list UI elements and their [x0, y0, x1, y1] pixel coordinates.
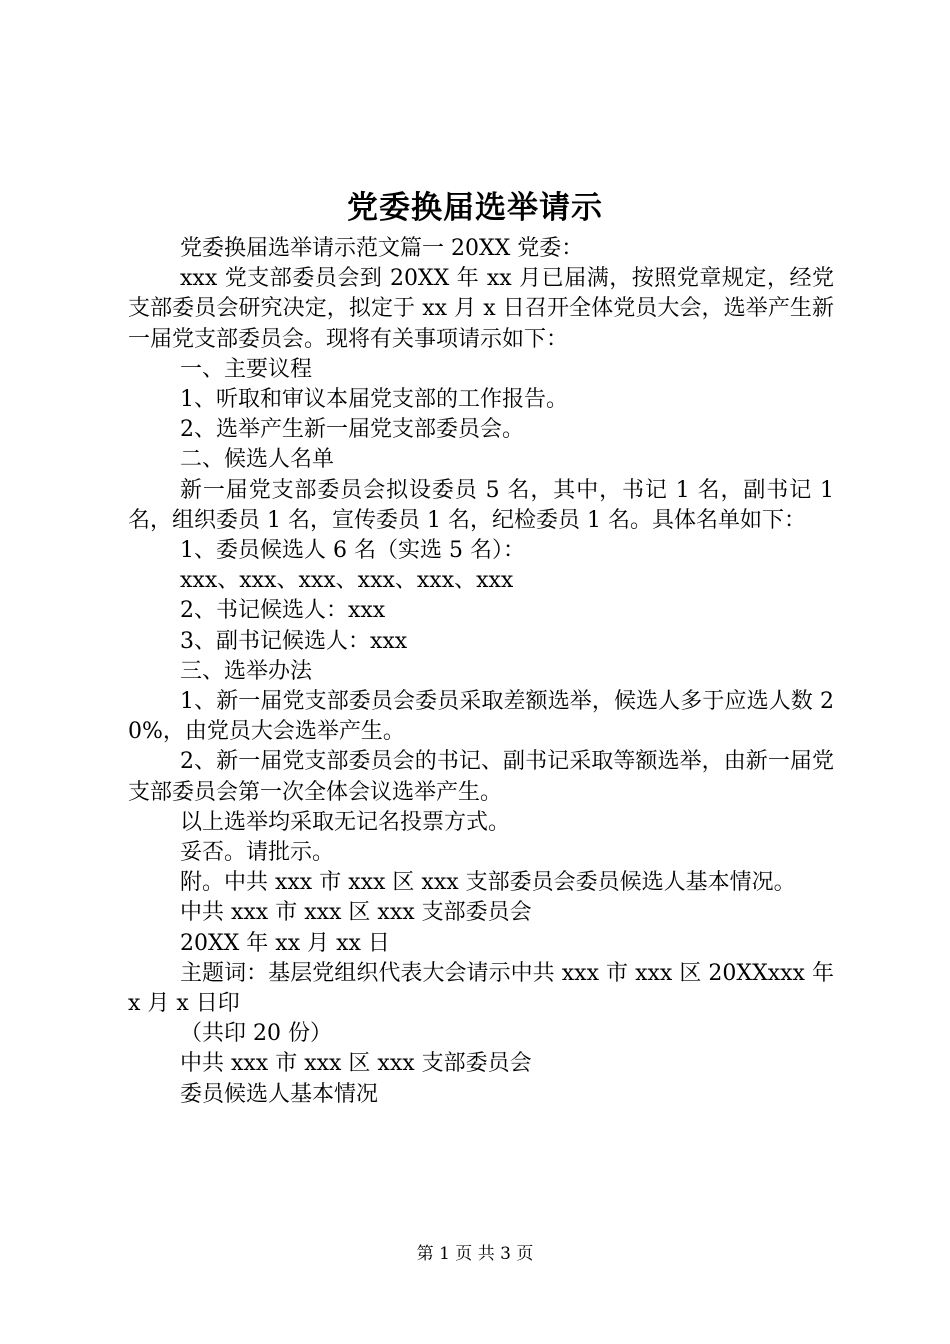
paragraph-secret-ballot: 以上选举均采取无记名投票方式。	[180, 809, 511, 835]
heading-main-agenda: 一、主要议程	[180, 356, 313, 382]
paragraph-committee-composition: 新一届党支部委员会拟设委员 5 名，其中，书记 1 名，副书记 1 名，组织委员 1 名，宣传委员 1 名，纪检委员 1 名。具体名单如下：	[128, 477, 834, 533]
method-item-2: 2、新一届党支部委员会的书记、副书记采取等额选举，由新一届党支部委员会第一次全体会议选举产生。	[128, 749, 834, 805]
page-number-footer: 第 1 页 共 3 页	[416, 1244, 534, 1264]
method-item-1: 1、新一届党支部委员会委员采取差额选举，候选人多于应选人数 20%，由党员大会选举产生。	[128, 689, 834, 745]
document-body	[128, 234, 834, 1110]
candidate-item-deputy-secretary: 3、副书记候选人：xxx	[180, 628, 408, 654]
paragraph-attachment: 附。中共 xxx 市 xxx 区 xxx 支部委员会委员候选人基本情况。	[180, 870, 796, 896]
candidate-item-secretary: 2、书记候选人：xxx	[180, 598, 386, 624]
document-title: 党委换届选举请示	[347, 190, 603, 226]
agenda-item-1: 1、听取和审议本届党支部的工作报告。	[180, 387, 568, 413]
agenda-item-2: 2、选举产生新一届党支部委员会。	[180, 417, 524, 443]
paragraph-request-approval: 妥否。请批示。	[180, 840, 335, 866]
attachment-title: 委员候选人基本情况	[180, 1081, 379, 1107]
paragraph-salutation: 党委换届选举请示范文篇一 20XX 党委：	[180, 236, 584, 261]
paragraph-subject-words: 主题词：基层党组织代表大会请示中共 xxx 市 xxx 区 20XXxxx 年 x 月 x 日印	[128, 960, 834, 1017]
heading-election-method: 三、选举办法	[180, 658, 313, 684]
paragraph-intro: xxx 党支部委员会到 20XX 年 xx 月已届满，按照党章规定，经党支部委员会研究决定，拟定于 xx 月 x 日召开全体党员大会，选举产生新一届党支部委员会。现将有关事项请示如下：	[128, 266, 834, 352]
paragraph-print-count: （共印 20 份）	[180, 1021, 332, 1047]
signature-date: 20XX 年 xx 月 xx 日	[180, 930, 390, 956]
attachment-organization: 中共 xxx 市 xxx 区 xxx 支部委员会	[180, 1051, 532, 1077]
signature-organization: 中共 xxx 市 xxx 区 xxx 支部委员会	[180, 900, 532, 926]
candidate-names: xxx、xxx、xxx、xxx、xxx、xxx	[180, 568, 514, 594]
heading-candidate-list: 二、候选人名单	[180, 447, 335, 473]
candidate-item-members: 1、委员候选人 6 名（实选 5 名）：	[180, 538, 525, 564]
